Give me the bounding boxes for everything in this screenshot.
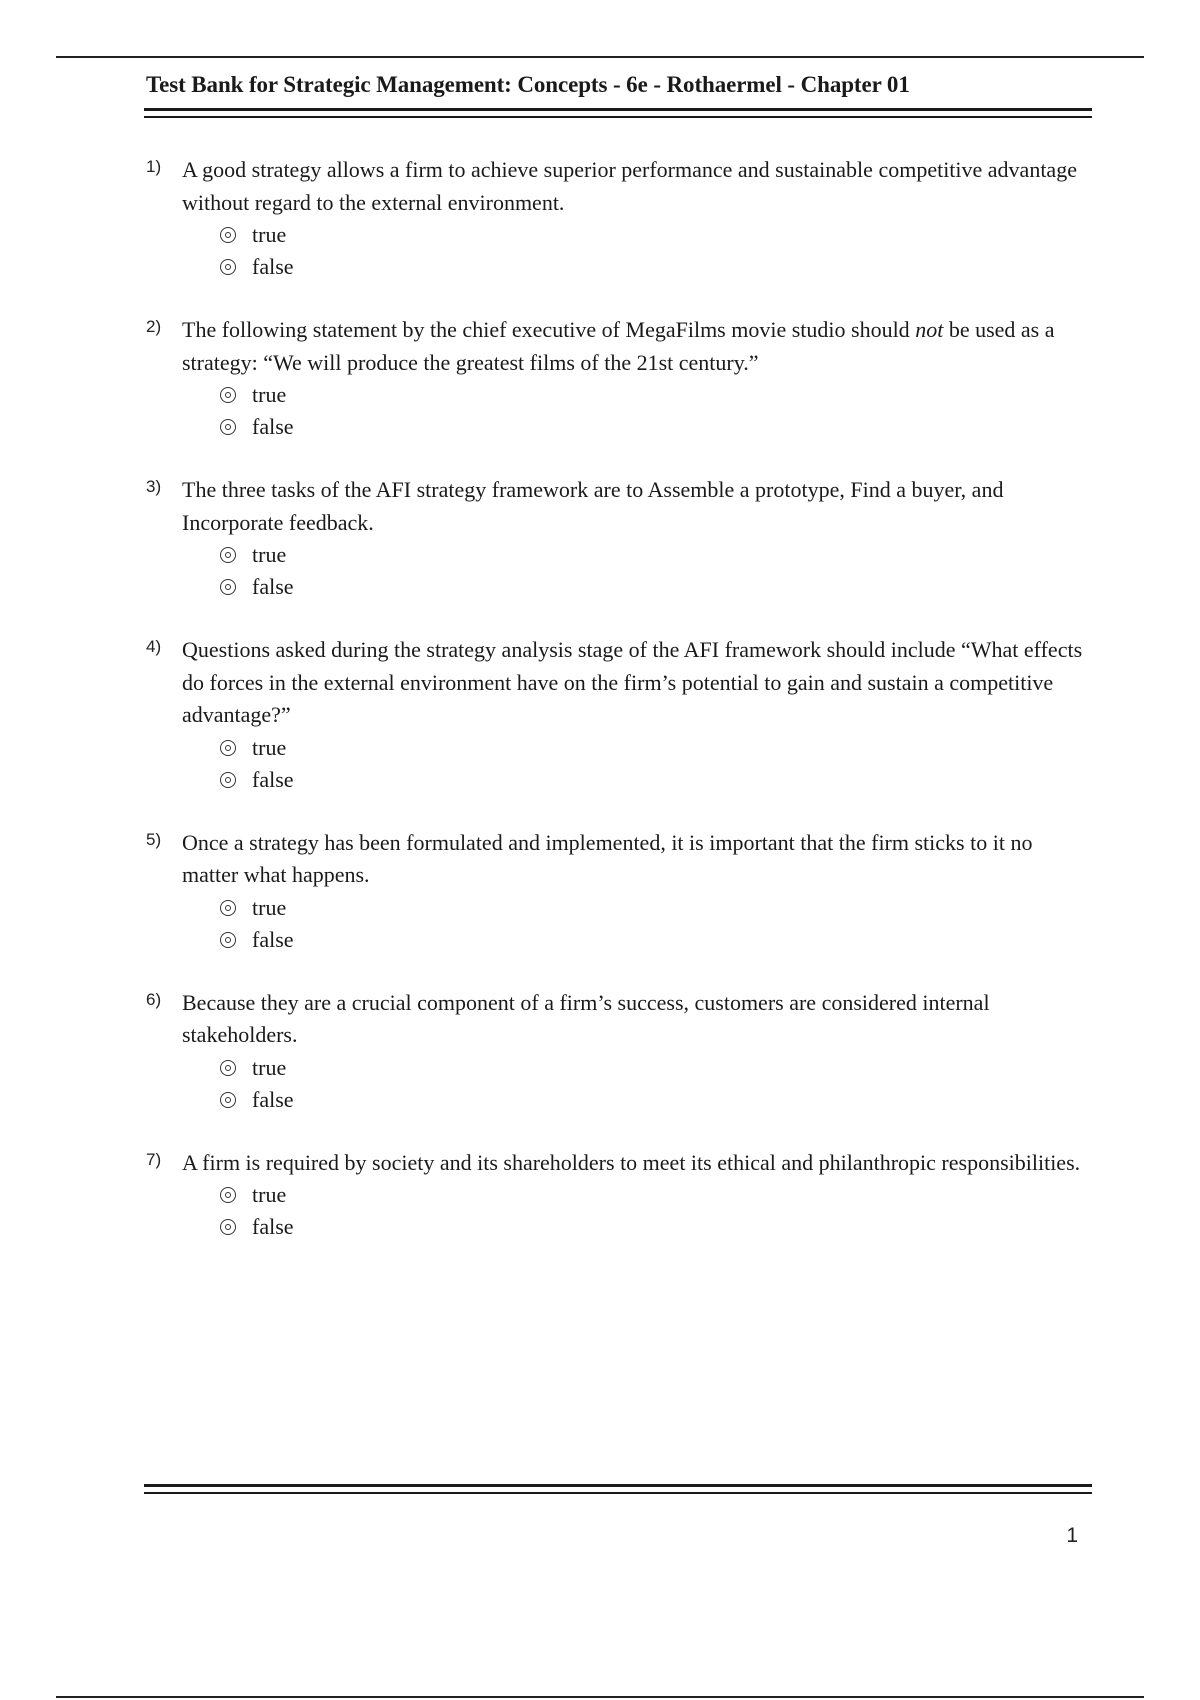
header-double-rule (144, 108, 1092, 118)
question-text-before: The following statement by the chief executive of MegaFilms movie studio should (182, 317, 916, 342)
option-true[interactable] (220, 219, 1094, 251)
option-true[interactable] (220, 1179, 1094, 1211)
option-false[interactable] (220, 1084, 1094, 1116)
radio-button-icon[interactable] (220, 740, 236, 756)
radio-button-icon[interactable] (220, 932, 236, 948)
option-label: false (252, 574, 294, 599)
question-5 (144, 827, 1094, 956)
radio-button-icon[interactable] (220, 227, 236, 243)
option-label: false (252, 926, 294, 952)
option-false[interactable] (220, 571, 1094, 603)
question-text: Because they are a crucial component of a firm’s success, customers are considered internal stakeholders. (182, 989, 990, 1047)
question-4 (144, 634, 1094, 796)
question-7 (144, 1147, 1094, 1244)
question-text: The three tasks of the AFI strategy framework are to Assemble a prototype, Find a buyer, and Incorporate feedback. (182, 477, 1004, 535)
question-3 (144, 474, 1094, 603)
option-label: true (252, 542, 287, 567)
question-text-emphasis: not (915, 317, 944, 342)
option-label: true (252, 222, 287, 247)
radio-button-icon[interactable] (220, 1187, 236, 1203)
option-label: true (252, 382, 287, 407)
question-text (182, 314, 1094, 379)
option-label: false (252, 254, 294, 279)
question-number: 5) (146, 829, 162, 849)
page-number: 1 (1066, 1524, 1078, 1547)
question-1 (144, 154, 1094, 283)
option-false[interactable] (220, 1211, 1094, 1243)
question-text: Questions asked during the strategy analysis stage of the AFI framework should include “What effects do forces in the external environment have on the firm’s potential to gain and sustain a competitive advantage?” (182, 637, 1083, 727)
option-label: false (252, 766, 294, 792)
question-number: 2) (146, 317, 162, 336)
question-text: A good strategy allows a firm to achieve superior performance and sustainable competitive advantage without regard to the external environment. (182, 157, 1077, 215)
option-true[interactable] (220, 379, 1094, 411)
question-text-after: be used as a strategy: “We will produce the greatest films of the 21st century.” (182, 317, 1055, 375)
option-false[interactable] (220, 411, 1094, 443)
radio-button-icon[interactable] (220, 259, 236, 275)
question-text: A firm is required by society and its shareholders to meet its ethical and philanthropic responsibilities. (182, 1149, 1081, 1175)
option-label: false (252, 1086, 294, 1112)
option-true[interactable] (220, 1052, 1094, 1084)
option-true[interactable] (220, 732, 1094, 764)
option-true[interactable] (220, 539, 1094, 571)
question-text: Once a strategy has been formulated and implemented, it is important that the firm sticks to it no matter what happens. (182, 829, 1033, 887)
question-number: 7) (146, 1149, 162, 1169)
question-list (144, 154, 1094, 1274)
footer-double-rule (144, 1484, 1092, 1494)
question-2 (144, 314, 1094, 443)
question-number: 1) (146, 157, 162, 176)
radio-button-icon[interactable] (220, 387, 236, 403)
option-label: true (252, 1182, 287, 1207)
radio-button-icon[interactable] (220, 547, 236, 563)
radio-button-icon[interactable] (220, 579, 236, 595)
option-label: false (252, 1214, 294, 1239)
bottom-border-line (56, 1696, 1144, 1698)
page-title: Test Bank for Strategic Management: Concepts - 6e - Rothaermel - Chapter 01 (146, 72, 910, 97)
option-false[interactable] (220, 764, 1094, 796)
radio-button-icon[interactable] (220, 1060, 236, 1076)
radio-button-icon[interactable] (220, 1092, 236, 1108)
question-number: 3) (146, 477, 162, 496)
radio-button-icon[interactable] (220, 1219, 236, 1235)
option-label: false (252, 414, 294, 439)
option-label: true (252, 894, 287, 920)
radio-button-icon[interactable] (220, 772, 236, 788)
option-false[interactable] (220, 251, 1094, 283)
option-false[interactable] (220, 924, 1094, 956)
option-true[interactable] (220, 892, 1094, 924)
option-label: true (252, 734, 287, 760)
question-number: 4) (146, 637, 162, 656)
top-border-line (56, 56, 1144, 58)
question-6 (144, 987, 1094, 1116)
question-number: 6) (146, 989, 162, 1009)
option-label: true (252, 1054, 287, 1080)
radio-button-icon[interactable] (220, 900, 236, 916)
radio-button-icon[interactable] (220, 419, 236, 435)
